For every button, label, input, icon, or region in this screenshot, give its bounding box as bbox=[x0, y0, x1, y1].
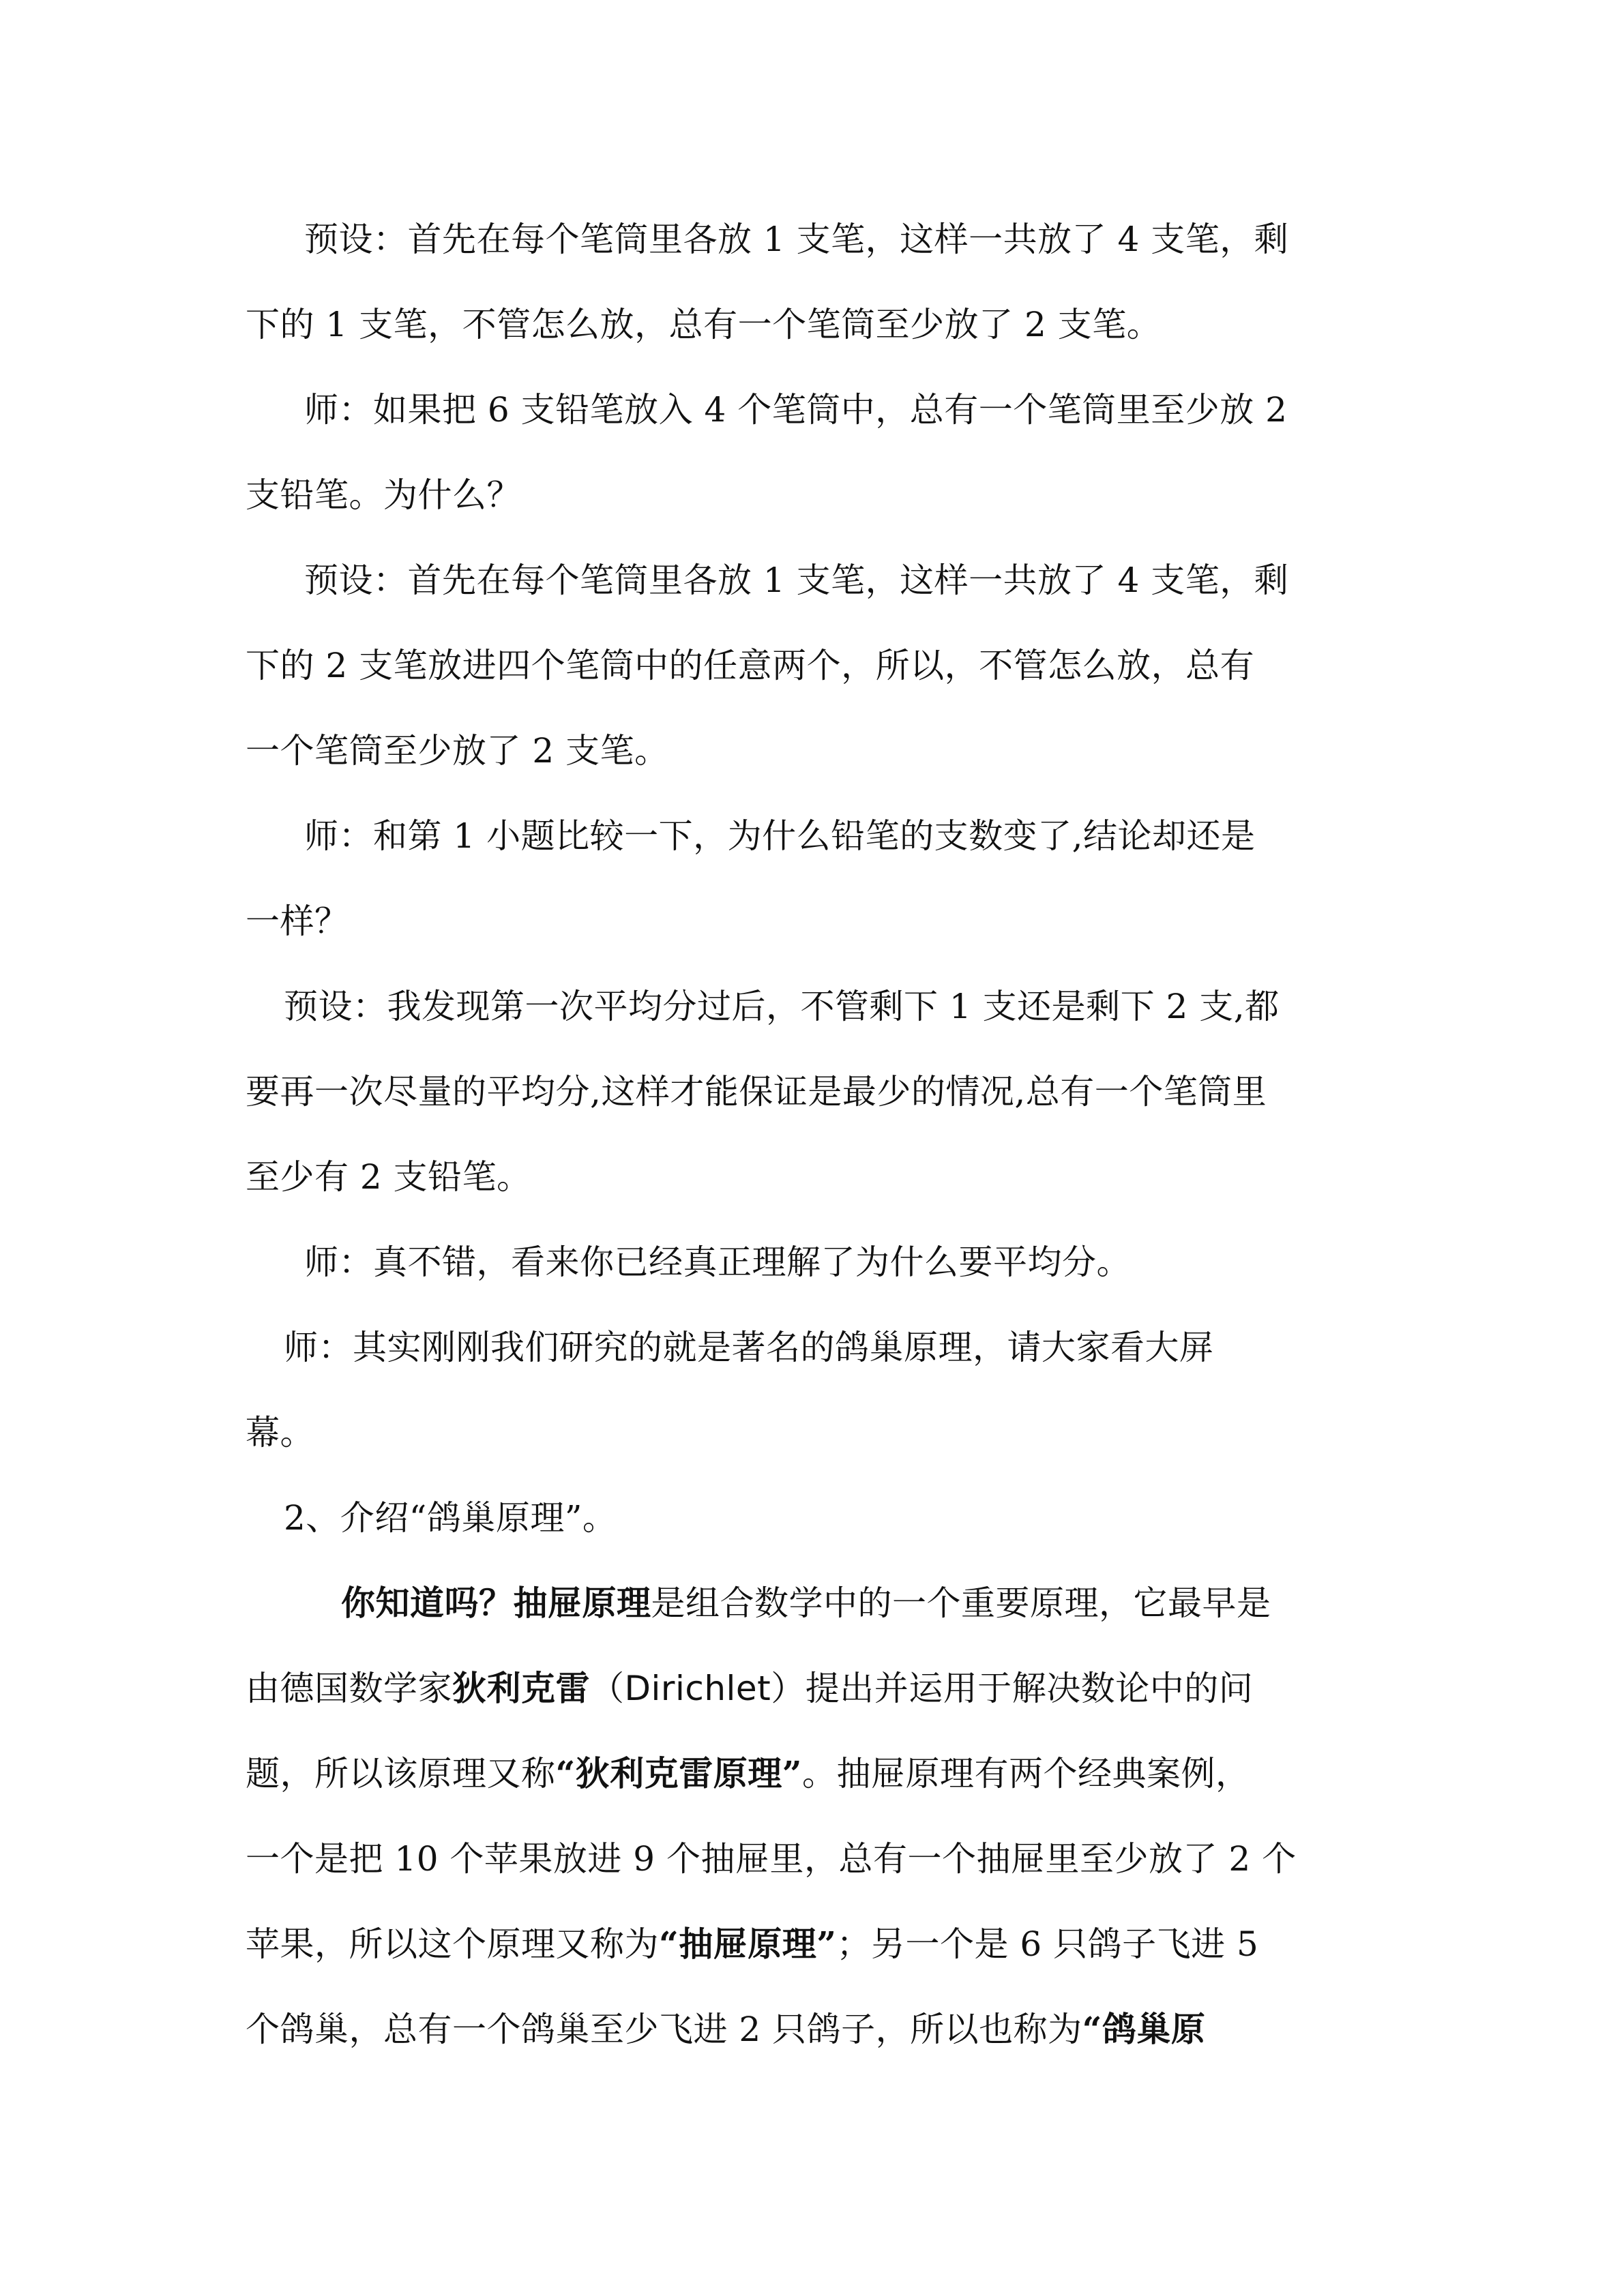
paragraph-line bbox=[246, 1658, 1391, 1719]
paragraph-line bbox=[246, 1913, 1391, 1975]
text-run: 个鸽巢，总有一个鸽巢至少飞进 2 只鸽子，所以也称为 bbox=[246, 2010, 1082, 2049]
text-run: ；另一个是 6 只鸽子飞进 5 bbox=[836, 1924, 1259, 1964]
text-line: 预设：首先在每个笔筒里各放 1 支笔，这样一共放了 4 支笔，剩 bbox=[304, 561, 1289, 600]
section-heading: 2、介绍“鸽巢原理”。 bbox=[284, 1498, 617, 1538]
text-line: 支铅笔。为什么？ bbox=[246, 475, 521, 515]
text-run: 是组合数学中的一个重要原理，它最早是 bbox=[651, 1583, 1271, 1623]
text-line: 一个笔筒至少放了 2 支笔。 bbox=[246, 731, 669, 771]
bold-term: 你知道吗？抽屉原理 bbox=[341, 1583, 651, 1623]
bold-term: “鸽巢原 bbox=[1082, 2009, 1206, 2049]
text-line: 至少有 2 支铅笔。 bbox=[246, 1157, 531, 1197]
text-run: ）提出并运用于解决数论中的问 bbox=[771, 1669, 1254, 1708]
text-line: 要再一次尽量的平均分,这样才能保证是最少的情况,总有一个笔筒里 bbox=[246, 1072, 1267, 1112]
text-run: （ bbox=[590, 1669, 625, 1708]
text-line: 师：和第 1 小题比较一下，为什么铅笔的支数变了,结论却还是 bbox=[304, 816, 1256, 856]
text-run: 苹果，所以这个原理又称为 bbox=[246, 1924, 659, 1964]
paragraph-line bbox=[246, 1743, 1391, 1804]
text-run: 题，所以该原理又称 bbox=[246, 1754, 556, 1793]
text-run: 由德国数学家 bbox=[246, 1669, 452, 1708]
text-run: 。抽屉原理有两个经典案例， bbox=[802, 1754, 1250, 1793]
text-line: 师：真不错，看来你已经真正理解了为什么要平均分。 bbox=[304, 1242, 1131, 1282]
paragraph-line bbox=[246, 1999, 1391, 2060]
text-line: 预设：我发现第一次平均分过后，不管剩下 1 支还是剩下 2 支,都 bbox=[284, 987, 1280, 1026]
text-line: 师：其实刚刚我们研究的就是著名的鸽巢原理，请大家看大屏 bbox=[284, 1328, 1214, 1367]
bold-term: “抽屉原理” bbox=[659, 1924, 837, 1964]
latin-name: Dirichlet bbox=[624, 1669, 771, 1708]
paragraph-line bbox=[246, 1572, 1487, 1634]
paragraph-line bbox=[246, 1828, 1391, 1890]
text-line: 下的 2 支笔放进四个笔筒中的任意两个，所以，不管怎么放，总有 bbox=[246, 646, 1255, 685]
bold-term: “狄利克雷原理” bbox=[555, 1753, 803, 1793]
text-line: 师：如果把 6 支铅笔放入 4 个笔筒中，总有一个笔筒里至少放 2 bbox=[304, 390, 1288, 430]
bold-term: 狄利克雷 bbox=[452, 1668, 590, 1708]
text-line: 预设：首先在每个笔筒里各放 1 支笔，这样一共放了 4 支笔，剩 bbox=[304, 220, 1289, 259]
text-line: 一样？ bbox=[246, 901, 349, 941]
text-run: 一个是把 10 个苹果放进 9 个抽屉里，总有一个抽屉里至少放了 2 个 bbox=[246, 1839, 1297, 1879]
text-line: 下的 1 支笔，不管怎么放，总有一个笔筒至少放了 2 支笔。 bbox=[246, 305, 1162, 344]
text-line: 幕。 bbox=[246, 1413, 314, 1452]
